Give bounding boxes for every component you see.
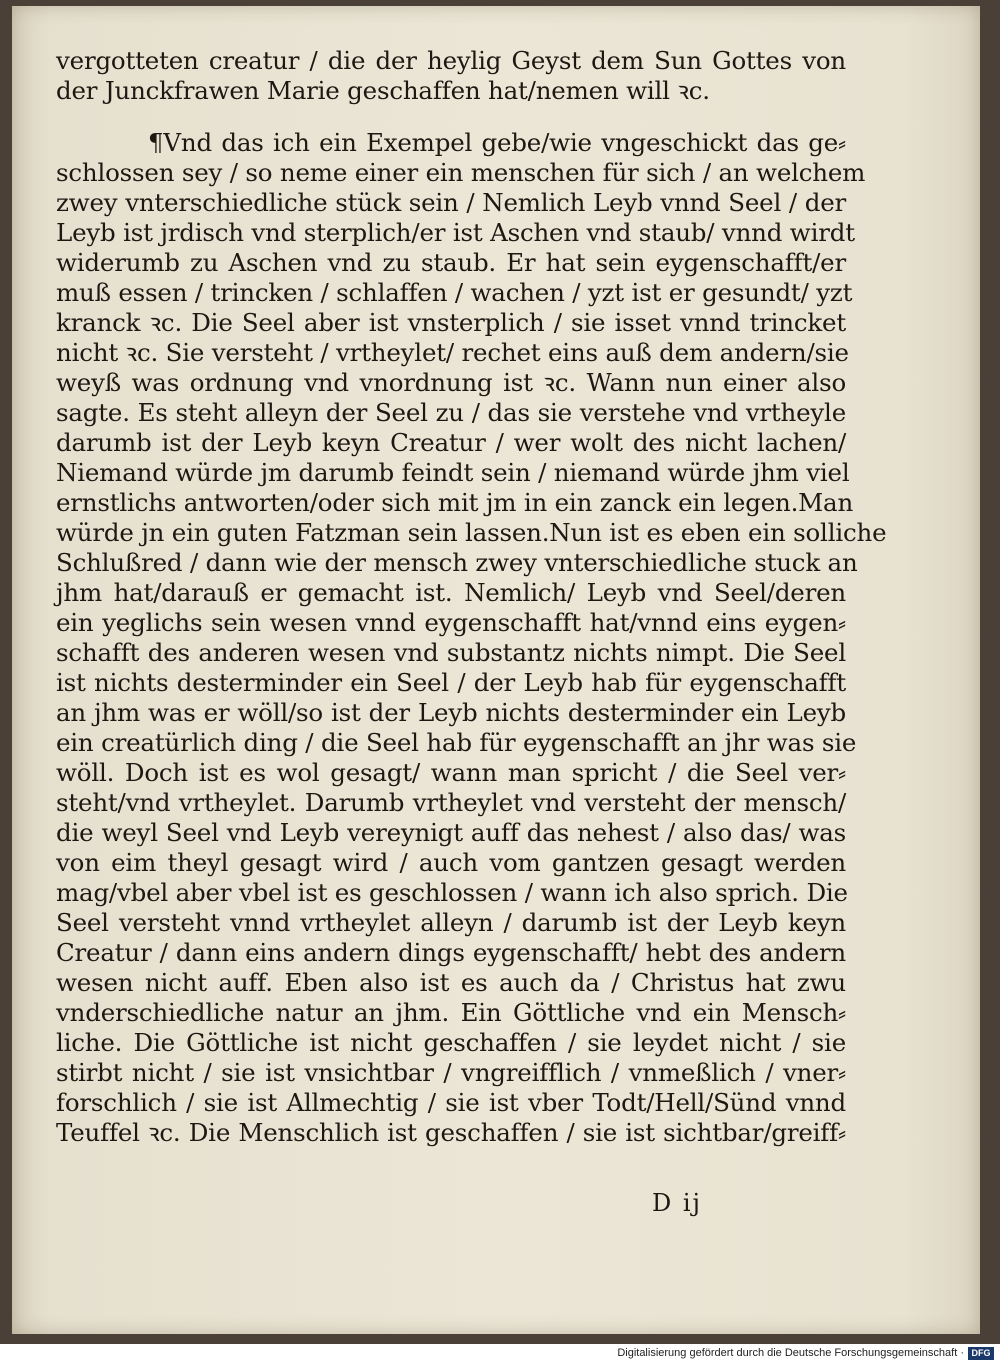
page-text xyxy=(56,46,887,1148)
text-line: wöll. Doch ist es wol gesagt/ wann man spricht / die Seel ver⸗ xyxy=(56,758,846,787)
text-line: kranck ꝛc. Die Seel aber ist vnsterplich / sie isset vnnd trincket xyxy=(56,308,846,337)
text-line: muß essen / trincken / schlaffen / wachen / yzt ist er gesundt/ yzt xyxy=(56,278,853,307)
text-line: ein yeglichs sein wesen vnnd eygenschafft hat/vnnd eins eygen⸗ xyxy=(56,608,846,637)
text-line: die weyl Seel vnd Leyb vereynigt auff das nehest / also das/ was xyxy=(56,818,846,847)
text-line: ein creatürlich ding / die Seel hab für eygenschafft an jhr was sie xyxy=(56,728,857,757)
text-line: Schlußred / dann wie der mensch zwey vnterschiedliche stuck an xyxy=(56,548,858,577)
text-line: von eim theyl gesagt wird / auch vom gantzen gesagt werden xyxy=(56,848,846,877)
book-page xyxy=(12,6,980,1334)
text-line: jhm hat/darauß er gemacht ist. Nemlich/ Leyb vnd Seel/deren xyxy=(56,578,846,607)
text-line: Teuffel ꝛc. Die Menschlich ist geschaffen / sie ist sichtbar/greiff⸗ xyxy=(56,1118,846,1147)
text-line: liche. Die Göttliche ist nicht geschaffen / sie leydet nicht / sie xyxy=(56,1028,846,1057)
text-line: schlossen sey / so neme einer ein menschen für sich / an welchem xyxy=(56,158,866,187)
dfg-logo-icon: DFG xyxy=(968,1347,994,1360)
text-line: vergotteten creatur / die der heylig Geyst dem Sun Gottes von xyxy=(56,46,846,75)
text-line: würde jn ein guten Fatzman sein lassen.Nun ist es eben ein solliche xyxy=(56,518,887,547)
text-line: ernstlichs antworten/oder sich mit jm in ein zanck ein legen.Man xyxy=(56,488,854,517)
text-line: Leyb ist jrdisch vnd sterplich/er ist Aschen vnd staub/ vnnd wirdt xyxy=(56,218,855,247)
paragraph-1 xyxy=(56,46,846,106)
text-line: steht/vnd vrtheylet. Darumb vrtheylet vnd versteht der mensch/ xyxy=(56,788,846,817)
text-line: darumb ist der Leyb keyn Creatur / wer wolt des nicht lachen/ xyxy=(56,428,846,457)
text-line: widerumb zu Aschen vnd zu staub. Er hat sein eygenschafft/er xyxy=(56,248,846,277)
text-line: ist nichts desterminder ein Seel / der Leyb hab für eygenschafft xyxy=(56,668,846,697)
text-line: an jhm was er wöll/so ist der Leyb nichts desterminder ein Leyb xyxy=(56,698,846,727)
text-line: schafft des anderen wesen vnd substantz nichts nimpt. Die Seel xyxy=(56,638,846,667)
text-line: Creatur / dann eins andern dings eygenschafft/ hebt des andern xyxy=(56,938,846,967)
funding-credit: Digitalisierung gefördert durch die Deutsche Forschungsgemeinschaft · xyxy=(617,1347,964,1359)
text-line: sagte. Es steht alleyn der Seel zu / das sie verstehe vnd vrtheyle xyxy=(56,398,846,427)
text-line: der Junckfrawen Marie geschaffen hat/nemen will ꝛc. xyxy=(56,76,710,105)
text-line: zwey vnterschiedliche stück sein / Nemlich Leyb vnnd Seel / der xyxy=(56,188,846,217)
paragraph-2 xyxy=(56,128,887,1148)
paragraph-gap xyxy=(56,106,846,128)
text-line: Niemand würde jm darumb feindt sein / niemand würde jhm viel xyxy=(56,458,850,487)
footer-bar xyxy=(0,1344,1000,1364)
text-line: wesen nicht auff. Eben also ist es auch da / Christus hat zwu xyxy=(56,968,846,997)
text-line: nicht ꝛc. Sie versteht / vrtheylet/ rechet eins auß dem andern/sie xyxy=(56,338,849,367)
text-line: vnderschiedliche natur an jhm. Ein Göttliche vnd ein Mensch⸗ xyxy=(56,998,846,1027)
signature-mark: D ij xyxy=(652,1189,702,1217)
text-line: stirbt nicht / sie ist vnsichtbar / vngreifflich / vnmeßlich / vner⸗ xyxy=(56,1058,846,1087)
text-line: ¶Vnd das ich ein Exempel gebe/wie vngeschickt das ge⸗ xyxy=(148,128,846,157)
text-line: weyß was ordnung vnd vnordnung ist ꝛc. Wann nun einer also xyxy=(56,368,846,397)
text-line: Seel versteht vnnd vrtheylet alleyn / darumb ist der Leyb keyn xyxy=(56,908,846,937)
text-line: mag/vbel aber vbel ist es geschlossen / wann ich also sprich. Die xyxy=(56,878,848,907)
text-line: forschlich / sie ist Allmechtig / sie ist vber Todt/Hell/Sünd vnnd xyxy=(56,1088,846,1117)
